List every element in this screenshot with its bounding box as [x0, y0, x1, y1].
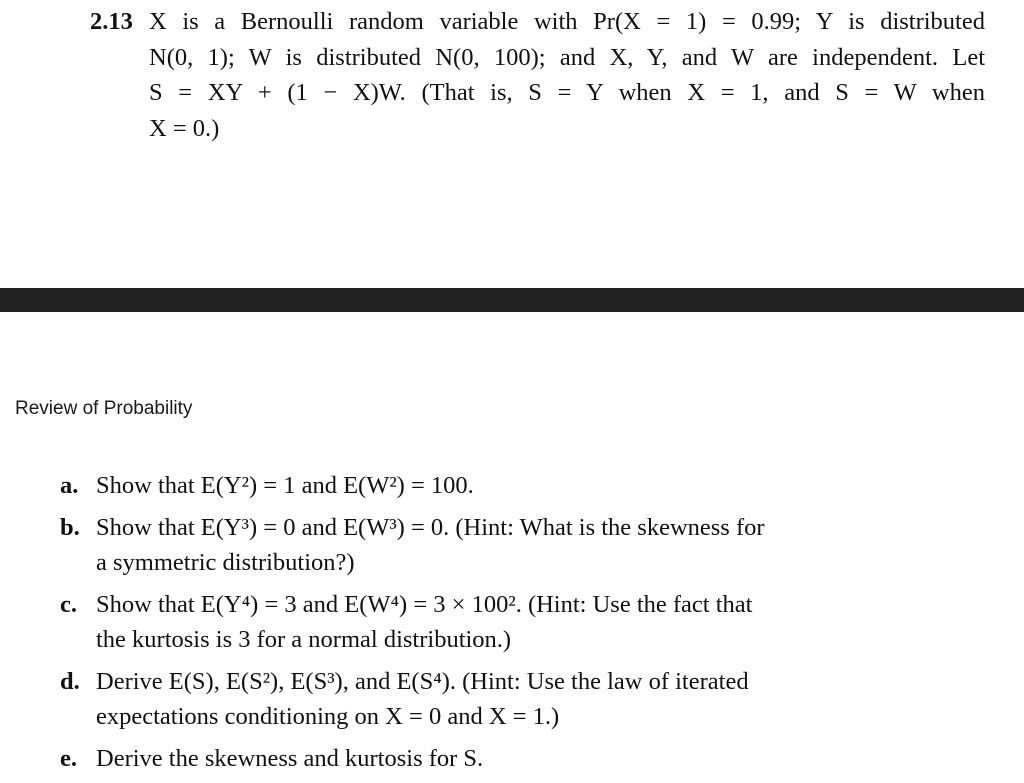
part-text: Show that E(Y³) = 0 and E(W³) = 0. (Hint: What is the skewness for [96, 514, 765, 541]
part-text: Show that E(Y⁴) = 3 and E(W⁴) = 3 × 100². (Hint: Use the fact that [96, 591, 753, 618]
problem-number: 2.13 [90, 8, 133, 35]
running-head: Review of Probability [15, 398, 193, 419]
part-a [60, 468, 960, 503]
part-text: Derive E(S), E(S²), E(S³), and E(S⁴). (Hint: Use the law of iterated [96, 668, 749, 695]
problem-line: N(0, 1); W is distributed N(0, 100); and X, Y, and W are independent. Let [149, 43, 985, 71]
part-text: Show that E(Y²) = 1 and E(W²) = 100. [96, 472, 474, 499]
part-letter: d. [60, 668, 80, 695]
part-letter: e. [60, 745, 77, 772]
part-letter: a. [60, 472, 79, 499]
part-d [60, 664, 960, 734]
part-text: the kurtosis is 3 for a normal distribution.) [96, 626, 512, 653]
part-text: Derive the skewness and kurtosis for S. [96, 745, 484, 772]
part-letter: b. [60, 514, 80, 541]
exercise-parts [60, 468, 960, 783]
page-divider [0, 288, 1024, 312]
part-e [60, 741, 960, 776]
problem-line: X = 0.) [149, 114, 220, 142]
problem-line: S = XY + (1 − X)W. (That is, S = Y when X = 1, and S = W when [149, 79, 985, 106]
part-b [60, 510, 960, 580]
part-letter: c. [60, 591, 77, 618]
part-text: expectations conditioning on X = 0 and X = 1.) [96, 703, 560, 730]
problem-line: X is a Bernoulli random variable with Pr(X = 1) = 0.99; Y is distributed [149, 8, 985, 35]
problem-text [149, 4, 985, 146]
part-text: a symmetric distribution?) [96, 549, 355, 576]
problem-statement [90, 4, 985, 146]
part-c [60, 587, 960, 657]
